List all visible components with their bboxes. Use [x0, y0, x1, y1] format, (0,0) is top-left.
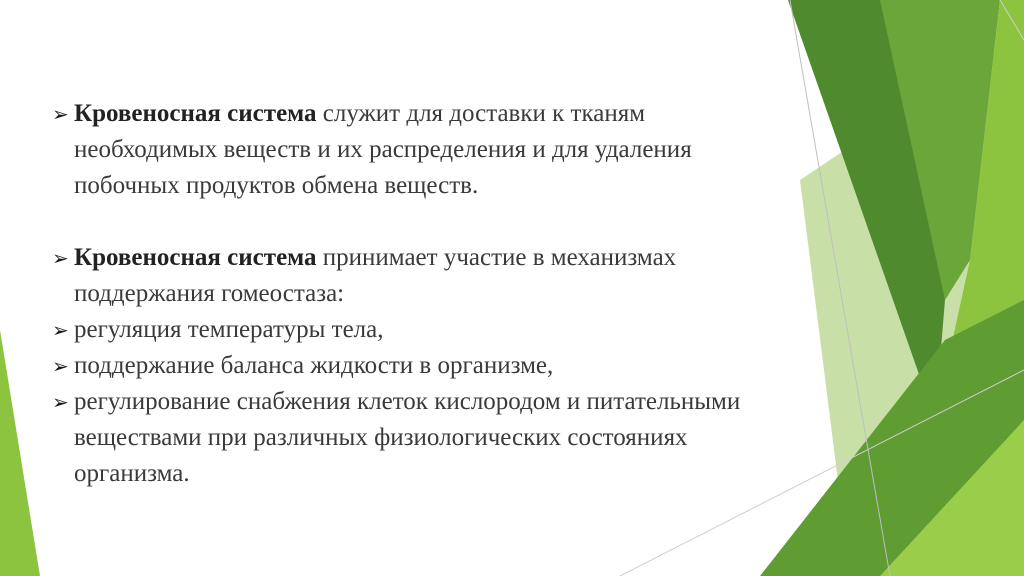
list-item-text: регуляция температуры тела,: [74, 316, 384, 343]
paragraph-1: [52, 96, 772, 204]
list-item-text: поддержание баланса жидкости в организме,: [74, 352, 554, 379]
paragraph-1-bold: Кровеносная система: [74, 100, 317, 127]
slide-text: [52, 96, 772, 492]
arrow-bullet-icon: ➢: [52, 390, 69, 414]
paragraph-2-text: принимает участие в механизмах поддержания гомеостаза:: [74, 244, 677, 307]
paragraph-2: [52, 240, 772, 312]
paragraph-1-text: служит для доставки к тканям необходимых веществ и их распределения и для удаления побочных продуктов обмена веществ.: [74, 100, 692, 199]
arrow-bullet-icon: ➢: [52, 246, 69, 270]
arrow-bullet-icon: ➢: [52, 318, 69, 342]
arrow-bullet-icon: ➢: [52, 102, 69, 126]
arrow-bullet-icon: ➢: [52, 354, 69, 378]
list-item: [52, 384, 772, 492]
paragraph-2-bold: Кровеносная система: [74, 244, 317, 271]
spacer: [52, 204, 772, 240]
list-item: [52, 348, 772, 384]
left-green-shape: [0, 330, 40, 576]
list-item: [52, 312, 772, 348]
list-item-text: регулирование снабжения клеток кислородом и питательными веществами при различных физиологических состояниях организма.: [74, 388, 741, 487]
